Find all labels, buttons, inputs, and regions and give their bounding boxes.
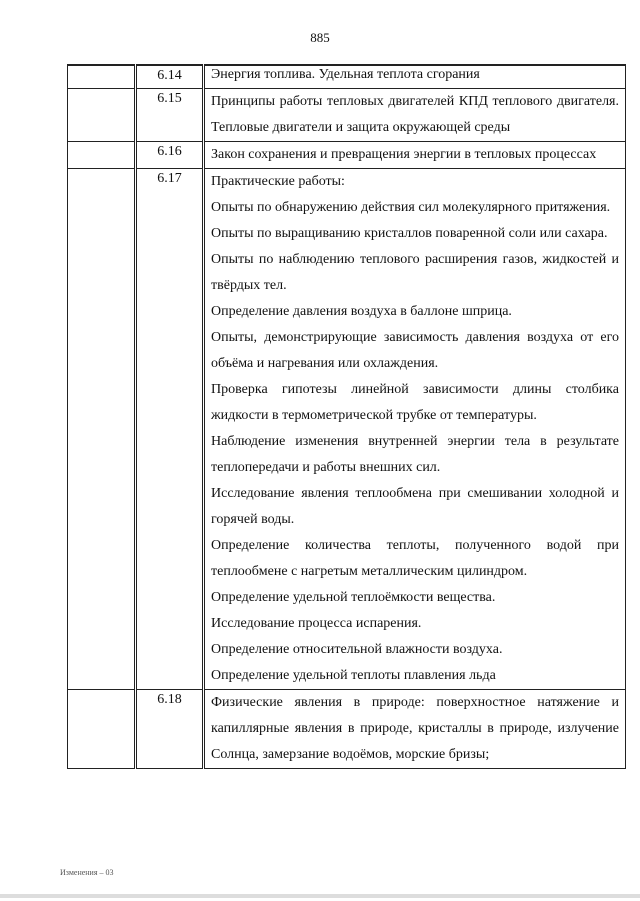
table-row <box>68 169 626 690</box>
item-number: 6.16 <box>157 144 182 159</box>
empty-cell <box>68 690 136 769</box>
table-row <box>68 65 626 89</box>
item-paragraph: Закон сохранения и превращения энергии в тепловых процессах <box>211 147 597 162</box>
item-number: 6.18 <box>157 692 182 707</box>
item-paragraph: Проверка гипотезы линейной зависимости длины столбика жидкости в термометрической трубке от температуры. <box>211 382 619 423</box>
item-paragraph: Определение удельной теплоёмкости вещества. <box>211 590 496 605</box>
item-text-cell <box>204 169 626 690</box>
item-paragraph: Опыты по выращиванию кристаллов поваренной соли или сахара. <box>211 226 608 241</box>
item-number-cell <box>136 65 204 89</box>
item-paragraph: Опыты, демонстрирующие зависимость давления воздуха от его объёма и нагревания или охлаждения. <box>211 330 619 371</box>
table-row <box>68 690 626 769</box>
item-number-cell <box>136 89 204 142</box>
item-paragraph: Исследование явления теплообмена при смешивании холодной и горячей воды. <box>211 486 619 527</box>
item-paragraph: Определение давления воздуха в баллоне шприца. <box>211 304 512 319</box>
empty-cell <box>68 65 136 89</box>
item-paragraph: Энергия топлива. Удельная теплота сгорания <box>211 67 480 82</box>
item-paragraph: Определение количества теплоты, полученного водой при теплообмене с нагретым металлическим цилиндром. <box>211 538 619 579</box>
item-number-cell <box>136 690 204 769</box>
item-number-cell <box>136 142 204 169</box>
item-text-cell <box>204 65 626 89</box>
item-number: 6.17 <box>157 171 182 186</box>
page-number: 885 <box>310 30 330 45</box>
item-number: 6.15 <box>157 91 182 106</box>
item-number-cell <box>136 169 204 690</box>
empty-cell <box>68 142 136 169</box>
table-row <box>68 89 626 142</box>
empty-cell <box>68 89 136 142</box>
item-number: 6.14 <box>157 68 182 83</box>
curriculum-table <box>67 64 626 769</box>
item-paragraph: Наблюдение изменения внутренней энергии тела в результате теплопередачи и работы внешних сил. <box>211 434 619 475</box>
item-text-cell <box>204 690 626 769</box>
scan-edge <box>0 894 640 898</box>
table-row <box>68 142 626 169</box>
empty-cell <box>68 169 136 690</box>
item-paragraph: Опыты по обнаружению действия сил молекулярного притяжения. <box>211 200 611 215</box>
item-paragraph: Исследование процесса испарения. <box>211 616 422 631</box>
item-paragraph: Физические явления в природе: поверхностное натяжение и капиллярные явления в природе, кристаллы в природе, излучение Солнца, замерзание водоёмов, морские бризы; <box>211 695 619 762</box>
item-text-cell <box>204 142 626 169</box>
revision-note: Изменения – 03 <box>60 868 114 877</box>
item-text-cell <box>204 89 626 142</box>
item-paragraph: Практические работы: <box>211 174 345 189</box>
item-paragraph: Принципы работы тепловых двигателей КПД теплового двигателя. Тепловые двигатели и защита окружающей среды <box>211 94 619 135</box>
item-paragraph: Определение удельной теплоты плавления льда <box>211 668 496 683</box>
item-paragraph: Опыты по наблюдению теплового расширения газов, жидкостей и твёрдых тел. <box>211 252 619 293</box>
item-paragraph: Определение относительной влажности воздуха. <box>211 642 503 657</box>
